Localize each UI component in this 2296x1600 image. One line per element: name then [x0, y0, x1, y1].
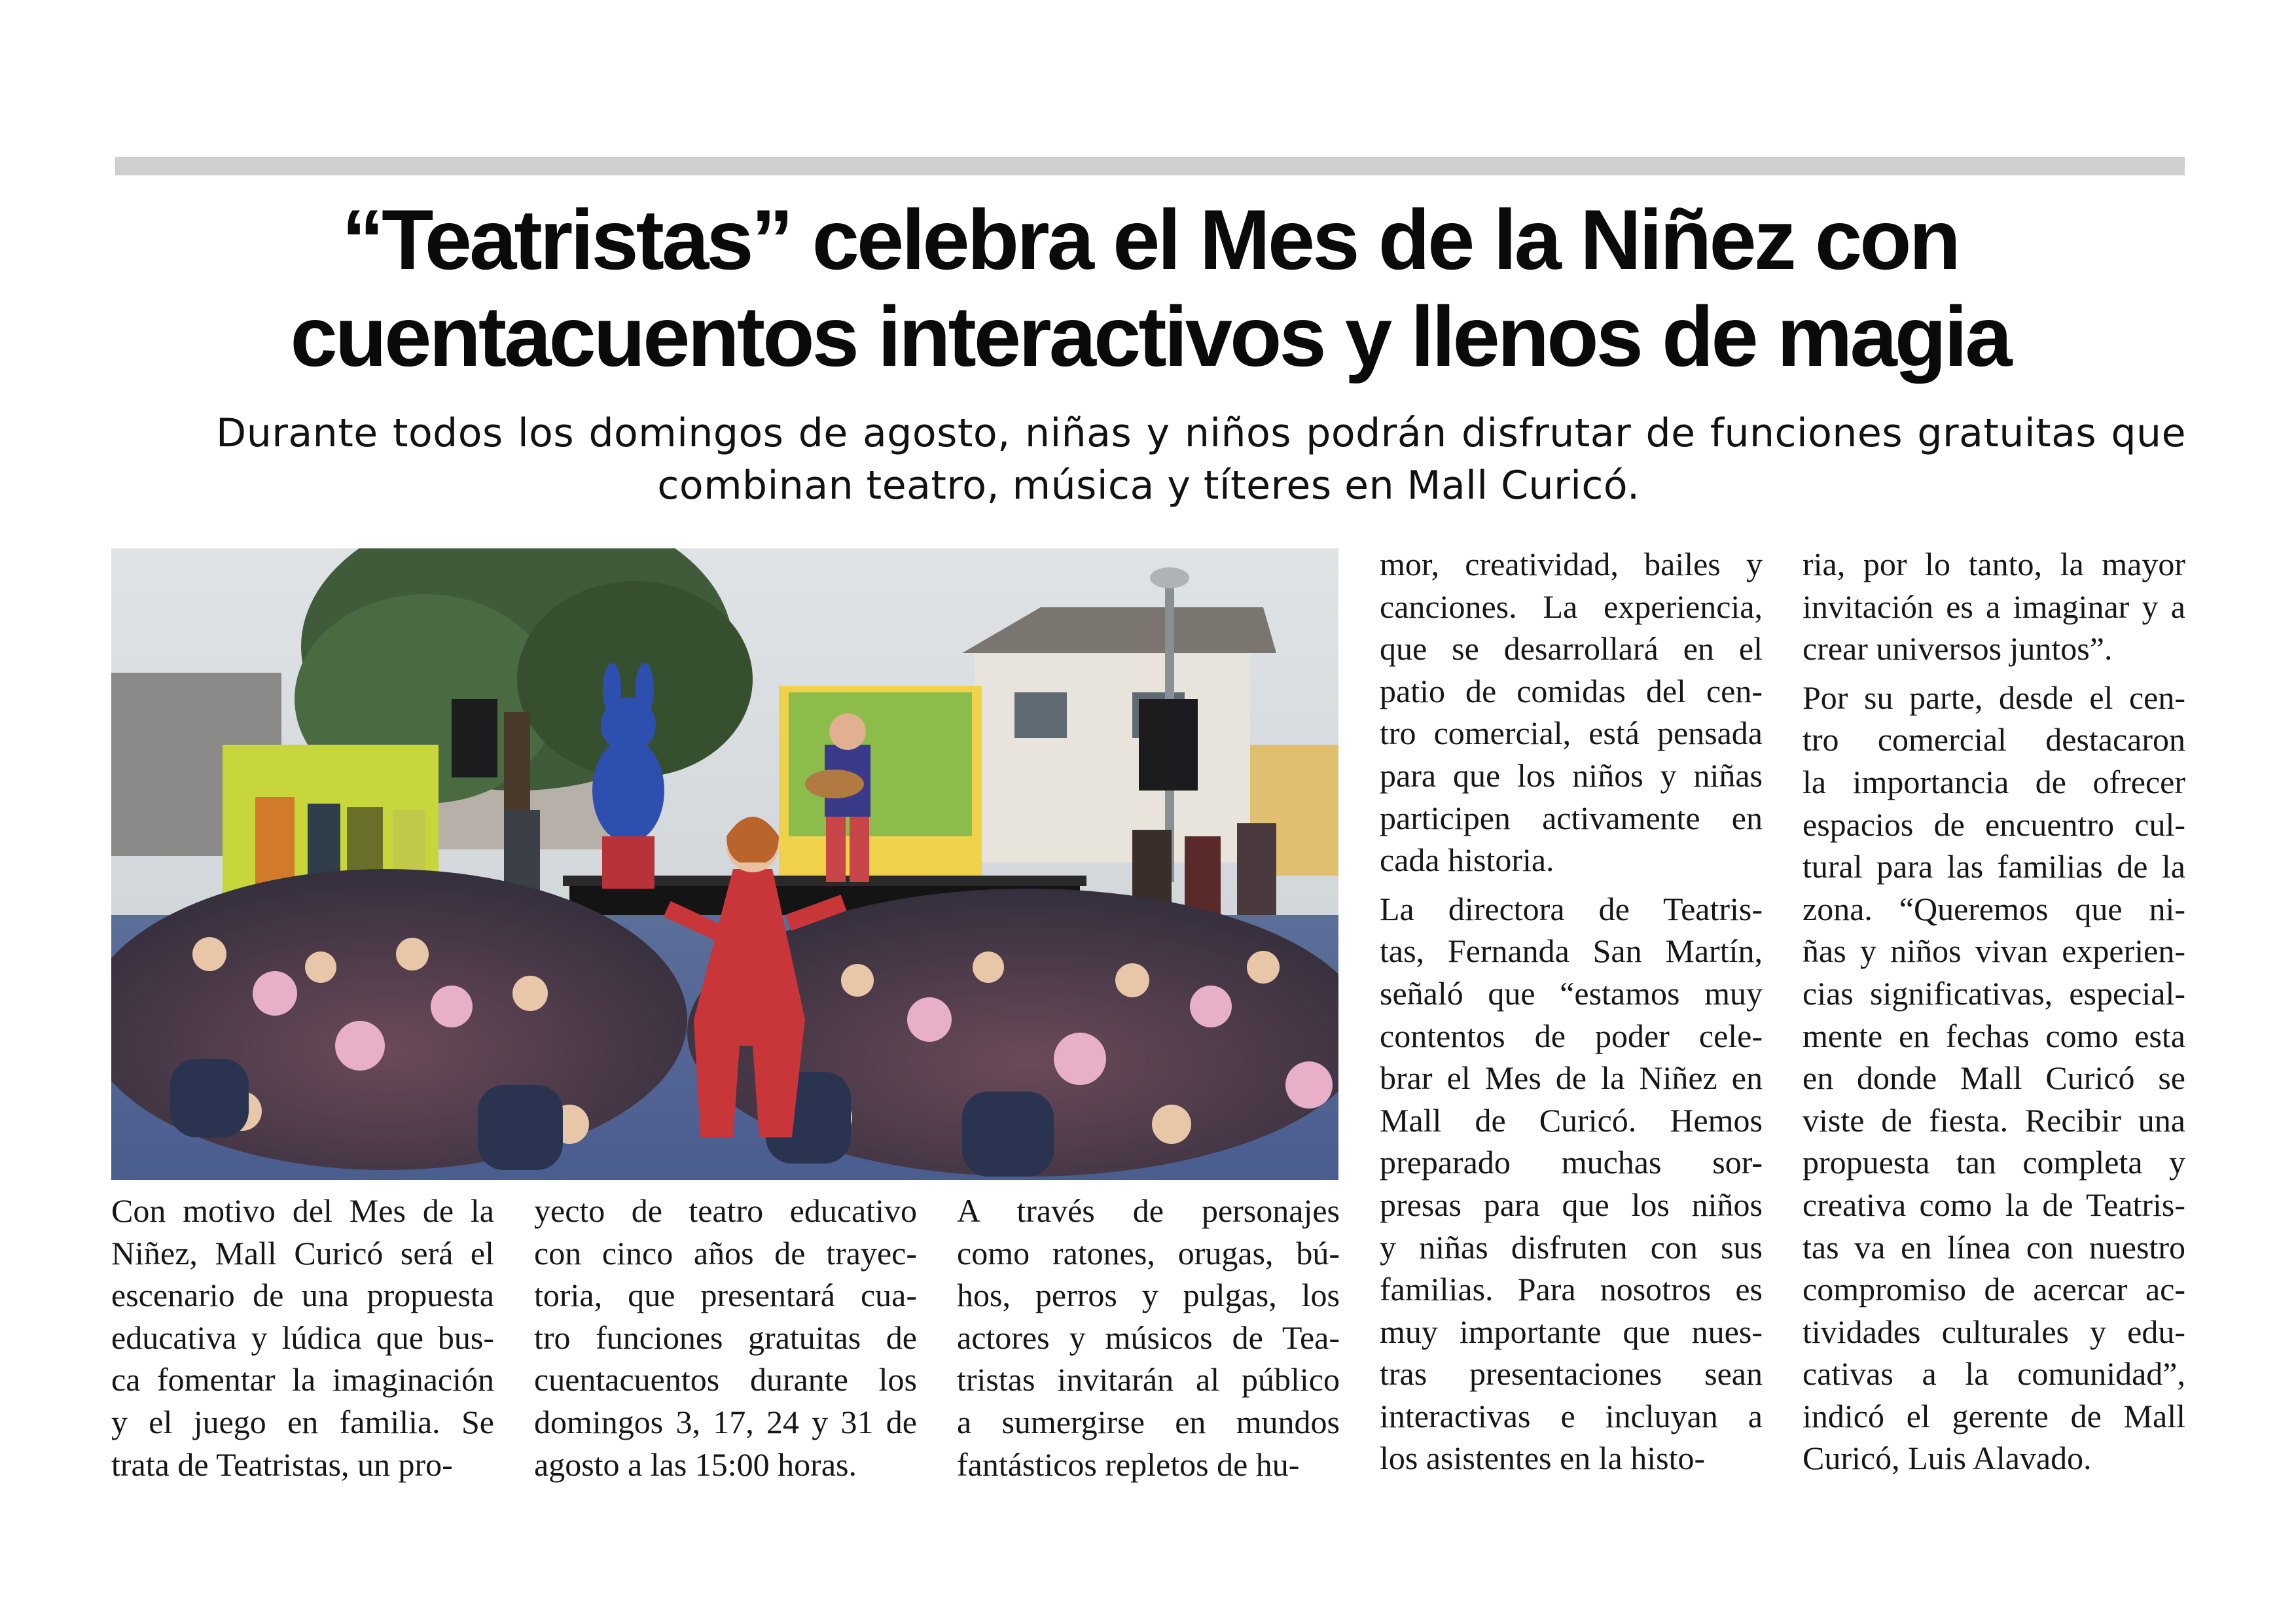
article-photo — [111, 548, 1338, 1180]
article-text-line: viste de fiesta. Recibir una — [1803, 1101, 2185, 1139]
article-text-line: interactivas e incluyan a — [1380, 1397, 1763, 1434]
header-rule — [115, 157, 2185, 175]
article-text-line: tro comercial destacaron — [1803, 721, 2185, 758]
article-headline — [115, 191, 2185, 385]
article-text-line: zona. “Queremos que ni- — [1803, 890, 2185, 927]
article-text-line: con cinco años de trayec- — [534, 1234, 917, 1271]
article-text-line: Niñez, Mall Curicó será el — [111, 1234, 494, 1271]
article-text-line: y el juego en familia. Se — [111, 1403, 494, 1440]
article-text-line: escenario de una propuesta — [111, 1277, 494, 1314]
article-text-line: los asistentes en la histo- — [1380, 1440, 1706, 1477]
article-text-line: compromiso de acercar ac- — [1803, 1271, 2185, 1308]
subhead-line-1: Durante todos los domingos de agosto, niñas y niños podrán disfrutar de funciones gratuitas que — [216, 410, 2186, 456]
article-text-line: brar el Mes de la Niñez en — [1380, 1059, 1763, 1097]
article-text-line: ria, por lo tanto, la mayor — [1803, 546, 2185, 582]
article-text-line: cias significativas, especial- — [1803, 974, 2185, 1012]
article-text-line: propuesta tan completa y — [1803, 1144, 2185, 1181]
article-text-line: educativa y lúdica que bus- — [111, 1319, 494, 1356]
article-text-line: patio de comidas del cen- — [1380, 672, 1763, 709]
article-text-line: cada historia. — [1380, 842, 1554, 879]
article-text-line: muy importante que nues- — [1380, 1313, 1763, 1350]
article-text-line: a sumergirse en mundos — [957, 1403, 1340, 1440]
article-text-line: yecto de teatro educativo — [534, 1192, 917, 1229]
article-text-line: tristas invitarán al público — [957, 1361, 1340, 1398]
article-text-line: presas para que los niños — [1380, 1186, 1763, 1223]
article-column-2 — [534, 1190, 917, 1485]
article-column-5 — [1803, 543, 2185, 1480]
article-text-line: y niñas disfruten con sus — [1380, 1228, 1763, 1266]
article-text-line: canciones. La experiencia, — [1380, 588, 1763, 625]
article-text-line: actores y músicos de Tea- — [957, 1319, 1340, 1356]
article-subhead — [216, 407, 2186, 512]
article-text-line: tro comercial, está pensada — [1380, 715, 1763, 752]
article-text-line: agosto a las 15:00 horas. — [534, 1446, 857, 1483]
article-text-line: participen activamente en — [1380, 799, 1763, 836]
article-text-line: crear universos juntos”. — [1803, 630, 2113, 667]
article-text-line: Con motivo del Mes de la — [111, 1192, 494, 1229]
article-text-line: tividades culturales y edu- — [1803, 1313, 2185, 1350]
article-text-line: ca fomentar la imaginación — [111, 1361, 494, 1398]
article-text-line: toria, que presentará cua- — [534, 1277, 917, 1314]
article-text-line: fantásticos repletos de hu- — [957, 1446, 1300, 1483]
article-text-line: mor, creatividad, bailes y — [1380, 546, 1763, 582]
article-text-line: familias. Para nosotros es — [1380, 1271, 1763, 1308]
article-text-line: que se desarrollará en el — [1380, 630, 1763, 667]
article-text-line: trata de Teatristas, un pro- — [111, 1446, 453, 1483]
article-text-line: mente en fechas como esta — [1803, 1017, 2185, 1054]
article-text-line: la importancia de ofrecer — [1803, 763, 2185, 800]
article-text-line: tas, Fernanda San Martín, — [1380, 933, 1763, 970]
article-text-line: cuentacuentos durante los — [534, 1361, 917, 1398]
headline-line-1: “Teatristas” celebra el Mes de la Niñez con — [342, 192, 1958, 287]
article-text-line: preparado muchas sor- — [1380, 1144, 1763, 1181]
article-text-line: domingos 3, 17, 24 y 31 de — [534, 1403, 917, 1440]
subhead-line-2: combinan teatro, música y títeres en Mall Curicó. — [657, 463, 1640, 508]
article-text-line: ñas y niños vivan experien- — [1803, 933, 2185, 970]
article-column-3 — [957, 1190, 1340, 1485]
article-text-line: La directora de Teatris- — [1380, 890, 1763, 927]
article-text-line: como ratones, orugas, bú- — [957, 1234, 1340, 1271]
article-text-line: señaló que “estamos muy — [1380, 974, 1763, 1012]
article-text-line: A través de personajes — [957, 1192, 1340, 1229]
headline-line-2: cuentacuentos interactivos y llenos de magia — [290, 289, 2010, 384]
article-text-line: Curicó, Luis Alavado. — [1803, 1440, 2092, 1477]
article-text-line: cativas a la comunidad”, — [1803, 1355, 2185, 1393]
article-text-line: tas va en línea con nuestro — [1803, 1228, 2185, 1266]
article-text-line: para que los niños y niñas — [1380, 756, 1763, 794]
article-column-1 — [111, 1190, 494, 1485]
article-text-line: creativa como la de Teatris- — [1803, 1186, 2185, 1223]
article-text-line: tro funciones gratuitas de — [534, 1319, 917, 1356]
article-text-line: Mall de Curicó. Hemos — [1380, 1101, 1763, 1139]
article-text-line: indicó el gerente de Mall — [1803, 1397, 2185, 1434]
article-text-line: tras presentaciones sean — [1380, 1355, 1763, 1393]
article-text-line: tural para las familias de la — [1803, 848, 2185, 885]
article-text-line: espacios de encuentro cul- — [1803, 806, 2185, 843]
article-text-line: en donde Mall Curicó se — [1803, 1059, 2185, 1097]
article-text-line: contentos de poder cele- — [1380, 1017, 1763, 1054]
article-text-line: invitación es a imaginar y a — [1803, 588, 2185, 625]
article-column-4 — [1380, 543, 1763, 1480]
article-text-line: hos, perros y pulgas, los — [957, 1277, 1340, 1314]
article-text-line: Por su parte, desde el cen- — [1803, 679, 2185, 716]
